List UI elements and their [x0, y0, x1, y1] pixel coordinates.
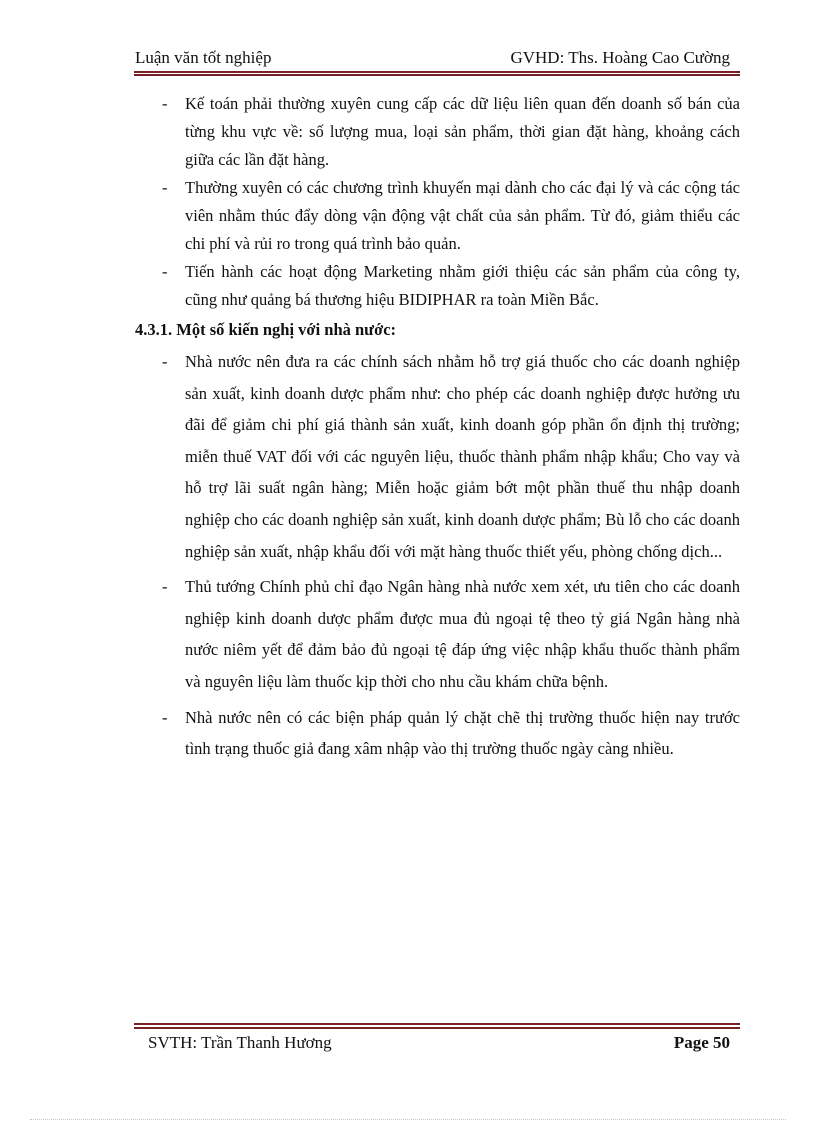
list-item-text: Tiến hành các hoạt động Marketing nhằm giới thiệu các sản phẩm của công ty, cũng như quảng bá thương hiệu BIDIPHAR ra toàn Miền Bắc. — [185, 262, 740, 309]
section-heading: 4.3.1. Một số kiến nghị với nhà nước: — [135, 320, 397, 339]
bullet-dash: - — [162, 178, 168, 197]
footer-double-rule — [134, 1023, 740, 1030]
page-body — [135, 90, 740, 765]
bullet-dash: - — [162, 94, 168, 113]
bullet-dash: - — [162, 352, 168, 371]
list-item-text: Thường xuyên có các chương trình khuyến mại dành cho các đại lý và các cộng tác viên nhằm thúc đẩy dòng vận động vật chất của sản phẩm. Từ đó, giảm thiểu các chi phí và rủi ro trong quá trình bảo quản. — [185, 178, 740, 253]
page-number: Page 50 — [673, 1033, 730, 1052]
footer-student: SVTH: Trần Thanh Hương — [148, 1033, 332, 1052]
list-item-text: Kế toán phải thường xuyên cung cấp các dữ liệu liên quan đến doanh số bán của từng khu vực về: số lượng mua, loại sản phẩm, thời gian đặt hàng, khoảng cách giữa các lần đặt hàng. — [185, 94, 740, 169]
bullet-dash: - — [162, 262, 168, 281]
list-item — [135, 571, 740, 697]
bullet-dash: - — [162, 577, 168, 597]
list-item — [135, 702, 740, 765]
header-advisor: GVHD: Ths. Hoàng Cao Cường — [510, 48, 730, 67]
list-item-text: Nhà nước nên có các biện pháp quản lý chặt chẽ thị trường thuốc hiện nay trước tình trạng thuốc giả đang xâm nhập vào thị trường thuốc ngày càng nhiều. — [185, 707, 740, 759]
list-item — [135, 346, 740, 567]
bullet-dash: - — [162, 707, 168, 727]
list-item-text: Thủ tướng Chính phủ chỉ đạo Ngân hàng nhà nước xem xét, ưu tiên cho các doanh nghiệp kinh doanh dược phẩm được mua đủ ngoại tệ theo tỷ giá Ngân hàng nhà nước niêm yết để đảm bảo đủ ngoại tệ đáp ứng việc nhập khẩu thuốc thành phẩm và nguyên liệu làm thuốc kịp thời cho nhu cầu khám chữa bệnh. — [185, 577, 740, 691]
list-item — [135, 174, 740, 258]
page-edge-divider — [30, 1119, 786, 1120]
header-double-rule — [134, 71, 740, 77]
list-item — [135, 90, 740, 174]
list-item — [135, 258, 740, 314]
page-footer — [148, 1033, 730, 1057]
list-item-text: Nhà nước nên đưa ra các chính sách nhằm hỗ trợ giá thuốc cho các doanh nghiệp sản xuất, kinh doanh dược phẩm như: cho phép các doanh nghiệp được hưởng ưu đãi để giảm chi phí giá thành sản xuất, kinh doanh góp phần ổn định thị trường; miễn thuế VAT đối với các nguyên liệu, thuốc thành phẩm nhập khẩu; Cho vay và hỗ trợ lãi suất ngân hàng; Miễn hoặc giảm bớt một phần thuế thu nhập doanh nghiệp cho các doanh nghiệp sản xuất, kinh doanh dược phẩm; Bù lỗ cho các doanh nghiệp sản xuất, nhập khẩu đối với mặt hàng thuốc thiết yếu, phòng chống dịch... — [185, 352, 740, 561]
header-thesis-title: Luận văn tốt nghiệp — [135, 48, 272, 67]
page-header — [135, 48, 740, 72]
